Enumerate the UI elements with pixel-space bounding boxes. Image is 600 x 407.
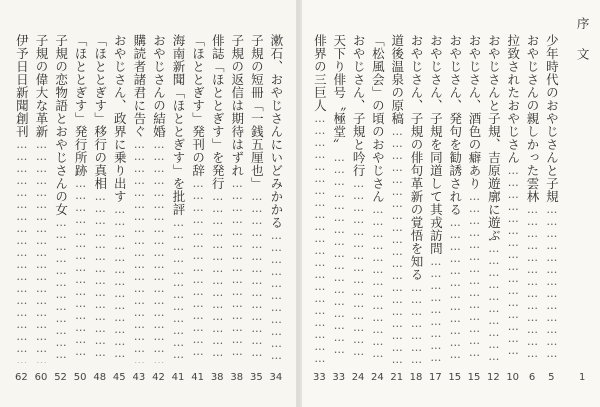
toc-entry-title: 「ほととぎす」発刊の辞 ………………………………………………………………………………………………………… xyxy=(189,34,207,363)
toc-page-number: 12 xyxy=(486,372,500,383)
toc-entry[interactable] xyxy=(502,0,521,407)
toc-page-number: 17 xyxy=(429,372,442,383)
toc-entry-title: 伊予日日新聞創刊 ………………………………………………………………………………………………………… xyxy=(12,34,30,363)
toc-page-number: 38 xyxy=(230,372,244,383)
toc-entry[interactable] xyxy=(521,0,540,407)
toc-entry[interactable] xyxy=(328,0,347,407)
toc-entry-title: おやじさんの親しかった雲林 ………………………………………………………………………………………………………… xyxy=(523,34,541,363)
toc-entry[interactable] xyxy=(10,0,29,407)
toc-page-number: 15 xyxy=(467,372,481,383)
left-page xyxy=(0,0,296,407)
toc-entry-title: おやじさん、政界に乗り出す ………………………………………………………………………………………………………… xyxy=(110,34,128,363)
toc-page-number: 60 xyxy=(34,372,48,383)
toc-entry-title: 序文 xyxy=(575,17,591,78)
toc-entry-title: おやじさん、子規の俳句革新の覚悟を知る ………………………………………………………………………………………………………… xyxy=(407,34,425,363)
toc-entry[interactable] xyxy=(147,0,166,407)
toc-page-number: 24 xyxy=(371,372,384,383)
toc-entry[interactable] xyxy=(366,0,385,407)
toc-page-number: 42 xyxy=(152,372,165,383)
toc-entry[interactable] xyxy=(167,0,186,407)
toc-entry-title: 子規の返信は期待はずれ ………………………………………………………………………………………………………… xyxy=(228,34,246,363)
toc-entry[interactable] xyxy=(308,0,327,407)
toc-entry[interactable] xyxy=(482,0,501,407)
toc-entry-title: おやじさん、子規を同道して其戎訪問 ………………………………………………………………………………………………………… xyxy=(426,34,444,363)
toc-entry[interactable] xyxy=(444,0,463,407)
toc-entry[interactable] xyxy=(206,0,225,407)
toc-entry[interactable] xyxy=(108,0,127,407)
toc-page-number: 43 xyxy=(132,372,146,383)
toc-page-number: 62 xyxy=(15,372,28,383)
right-page xyxy=(300,0,600,407)
toc-entry-title: 子規の偉大な革新 ………………………………………………………………………………………………………… xyxy=(32,34,50,363)
toc-entry[interactable] xyxy=(89,0,108,407)
toc-entry[interactable] xyxy=(128,0,147,407)
toc-entry[interactable] xyxy=(386,0,405,407)
toc-page-number: 5 xyxy=(548,372,555,383)
toc-page-number: 48 xyxy=(93,372,107,383)
toc-entry[interactable] xyxy=(69,0,88,407)
toc-page-number: 50 xyxy=(73,372,87,383)
toc-entry-preface[interactable] xyxy=(571,0,590,407)
toc-page-number: 33 xyxy=(332,372,346,383)
toc-page-number: 35 xyxy=(249,372,263,383)
toc-entry[interactable] xyxy=(30,0,49,407)
toc-entry-title: 少年時代のおやじさんと子規 ………………………………………………………………………………………………………… xyxy=(542,34,560,363)
toc-entry[interactable] xyxy=(226,0,245,407)
toc-entry[interactable] xyxy=(187,0,206,407)
toc-entry-title: 拉致されたおやじさん ………………………………………………………………………………………………………… xyxy=(504,34,522,363)
toc-entry[interactable] xyxy=(424,0,443,407)
toc-page-number: 24 xyxy=(351,372,365,383)
toc-entry-title: おやじさん、酒色の癖あり ………………………………………………………………………………………………………… xyxy=(465,34,483,363)
toc-page-number: 1 xyxy=(578,372,586,383)
toc-page-number: 52 xyxy=(54,372,67,383)
toc-entry-title: 漱石、おやじさんにいどみかかる ………………………………………………………………………………………………………… xyxy=(267,34,285,363)
toc-page-number: 41 xyxy=(171,372,185,383)
toc-entry[interactable] xyxy=(347,0,366,407)
toc-entry-title: 購読者諸君に告ぐ ………………………………………………………………………………………………………… xyxy=(130,34,148,363)
toc-entry[interactable] xyxy=(50,0,69,407)
toc-page-number: 18 xyxy=(409,372,423,383)
toc-entry-title: おやじさん、発句を勧誘される ………………………………………………………………………………………………………… xyxy=(446,34,464,363)
toc-page-number: 38 xyxy=(210,372,224,383)
toc-entry-title: 天下り俳号〝極堂〟 ………………………………………………………………………………………………………… xyxy=(330,34,348,363)
toc-entry[interactable] xyxy=(405,0,424,407)
toc-entry[interactable] xyxy=(265,0,284,407)
toc-page-number: 34 xyxy=(269,372,283,383)
toc-entry-title: 俳誌「ほととぎす」を発行 ………………………………………………………………………………………………………… xyxy=(208,34,226,363)
toc-entry-title: 「ほととぎす」発行所跡 ………………………………………………………………………………………………………… xyxy=(71,34,89,363)
toc-entry-title: おやじさんの結婚 ………………………………………………………………………………………………………… xyxy=(149,34,167,363)
toc-page-number: 21 xyxy=(390,372,404,383)
toc-page-number: 41 xyxy=(191,372,204,383)
toc-page-number: 6 xyxy=(528,372,536,383)
toc-page-number: 45 xyxy=(112,372,126,383)
toc-entry-title: 「松風会」の頃のおやじさん ………………………………………………………………………………………………………… xyxy=(368,34,386,363)
toc-page-number: 15 xyxy=(448,372,462,383)
toc-entry-title: 海南新聞「ほととぎす」を批評 ………………………………………………………………………………………………………… xyxy=(169,34,187,363)
toc-page-number: 33 xyxy=(313,372,326,383)
toc-entry-title: 子規の恋物語とおやじさんの女 ………………………………………………………………………………………………………… xyxy=(52,34,70,363)
toc-entry[interactable] xyxy=(540,0,559,407)
toc-entry[interactable] xyxy=(463,0,482,407)
toc-page-number: 10 xyxy=(506,372,520,383)
toc-entry-title: おやじさん、子規と吟行 ………………………………………………………………………………………………………… xyxy=(349,34,367,363)
toc-entry-title: 道後温泉の原稿 ………………………………………………………………………………………………………… xyxy=(388,34,406,363)
toc-entry-title: 子規の短冊「一銭五厘也」 ………………………………………………………………………………………………………… xyxy=(247,34,265,363)
toc-entry-title: 「ほととぎす」移行の真相 ………………………………………………………………………………………………………… xyxy=(91,34,109,363)
toc-entry-title: 俳界の三巨人 ………………………………………………………………………………………………………… xyxy=(310,34,328,363)
toc-entry[interactable] xyxy=(245,0,264,407)
toc-entry-title: おやじさんと子規、吉原遊廓に遊ぶ ………………………………………………………………………………………………………… xyxy=(484,34,502,363)
